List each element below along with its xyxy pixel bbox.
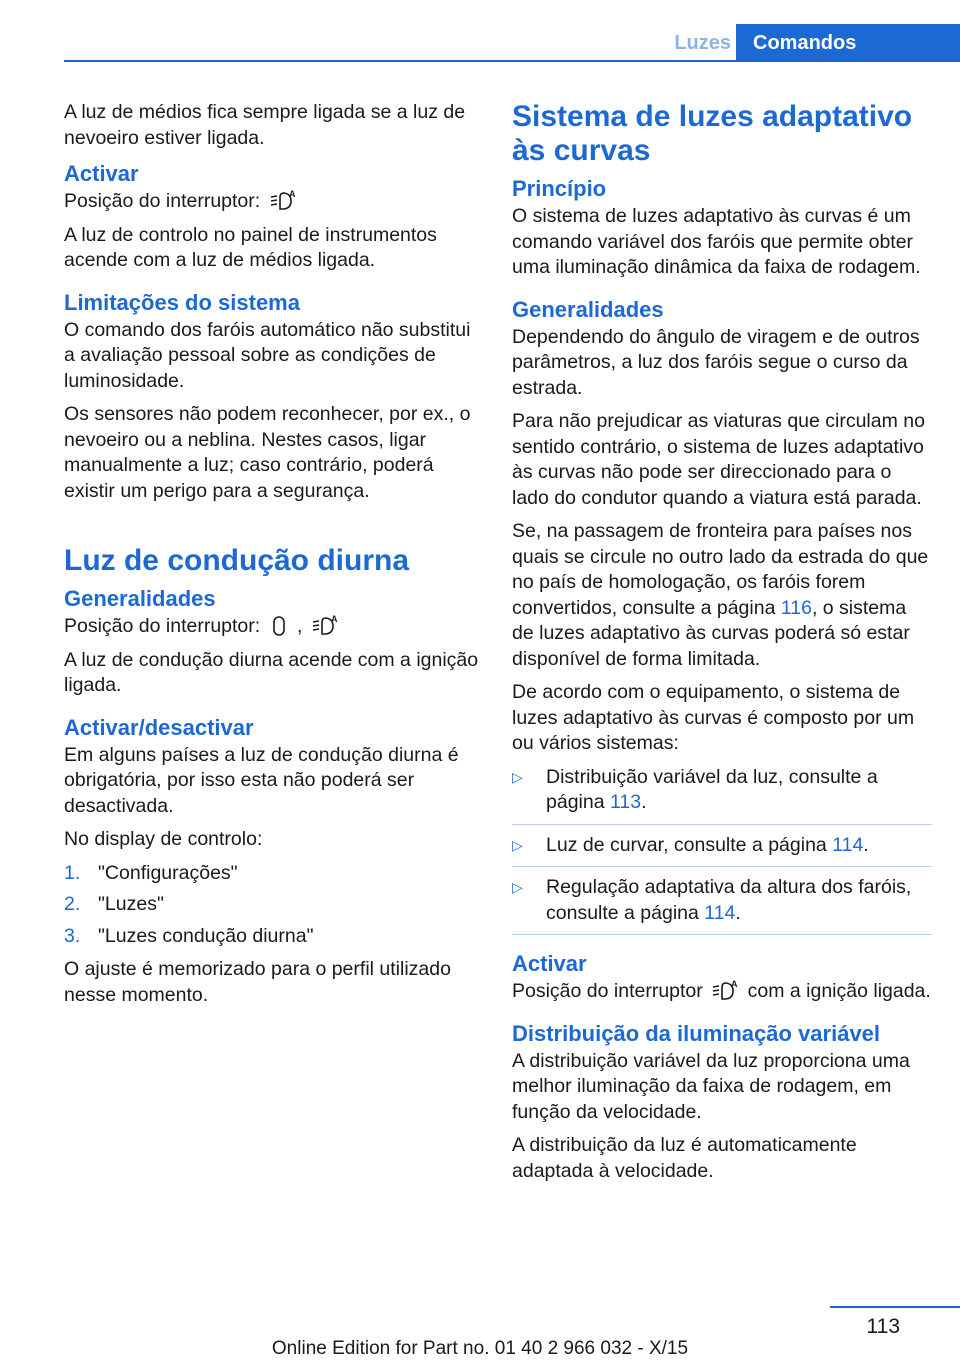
activar-paragraph: A luz de controlo no painel de instrumentos acende com a luz de médios ligada. bbox=[64, 223, 437, 271]
activar-heading-right: Activar bbox=[512, 951, 587, 976]
parking-light-icon bbox=[269, 614, 289, 638]
page-link-113[interactable]: 113 bbox=[609, 791, 642, 813]
activar-switch-position: Posição do interruptor: A bbox=[64, 189, 296, 212]
systems-list bbox=[512, 765, 932, 936]
footer-rule bbox=[830, 1306, 960, 1308]
svg-text:A: A bbox=[330, 614, 338, 624]
distribution-heading: Distribuição da iluminação variável bbox=[512, 1020, 881, 1046]
list-item: 1. "Configurações" bbox=[64, 861, 238, 884]
triangle-right-icon: ▷ bbox=[512, 768, 523, 785]
page-link-114[interactable]: 114 bbox=[832, 833, 864, 856]
auto-headlight-icon bbox=[711, 979, 739, 1003]
closing-paragraph: O ajuste é memorizado para o perfil utilizado nesse momento. bbox=[64, 958, 451, 1006]
list-item: 3. "Luzes condução diurna" bbox=[64, 924, 314, 947]
triangle-right-icon: ▷ bbox=[512, 836, 523, 853]
svg-text:A: A bbox=[288, 189, 296, 199]
page-link-114[interactable]: 114 bbox=[704, 901, 736, 924]
principio-heading: Princípio bbox=[512, 176, 607, 201]
limitations-heading: Limitações do sistema bbox=[64, 289, 300, 315]
edition-note: Online Edition for Part no. 01 40 2 966 032 - X/15 bbox=[271, 1338, 689, 1359]
generalidades-paragraph: A luz de condução diurna acende com a ignição ligada. bbox=[64, 648, 479, 696]
generalidades-switch-position: Posição do interruptor: , A bbox=[64, 614, 338, 637]
generalidades-paragraph-3: Se, na passagem de fronteira para países nos quais se circule no outro lado da estrada do que no país de homologação, os faróis forem convertidos, consulte a página 116, o sistema de luzes adaptativo às curvas poderá só estar disponível de forma limitada. bbox=[512, 520, 929, 670]
list-item: ▷ Distribuição variável da luz, consulte a página 113. bbox=[512, 765, 932, 825]
auto-headlight-icon bbox=[311, 614, 339, 638]
generalidades-paragraph-1: Dependendo do ângulo de viragem e de outros parâmetros, a luz dos faróis segue o curso da estrada. bbox=[512, 325, 920, 399]
page-link-116[interactable]: 116 bbox=[780, 596, 812, 619]
page-number: 113 bbox=[866, 1315, 900, 1338]
activar-heading: Activar bbox=[64, 161, 139, 186]
distribution-paragraph-2: A distribuição da luz é automaticamente adaptada à velocidade. bbox=[512, 1134, 857, 1182]
adaptive-light-title: Sistema de luzes adaptativo às curvas bbox=[512, 100, 913, 167]
generalidades-paragraph-4: De acordo com o equipamento, o sistema de luzes adaptativo às curvas é composto por um ou vários sistemas: bbox=[512, 681, 915, 754]
svg-text:A: A bbox=[731, 979, 738, 989]
auto-headlight-icon bbox=[269, 189, 297, 213]
intro-paragraph: A luz de médios fica sempre ligada se a luz de nevoeiro estiver ligada. bbox=[64, 101, 466, 149]
limitations-paragraph-1: O comando dos faróis automático não substitui a avaliação pessoal sobre as condições de luminosidade. bbox=[64, 318, 471, 392]
chapter-tab[interactable]: Comandos bbox=[736, 24, 960, 62]
list-item: ▷ Regulação adaptativa da altura dos faróis, consulte a página 114. bbox=[512, 875, 932, 935]
list-item: 2. "Luzes" bbox=[64, 893, 164, 915]
generalidades-heading: Generalidades bbox=[64, 586, 216, 611]
limitations-paragraph-2: Os sensores não podem reconhecer, por ex., o nevoeiro ou a neblina. Nestes casos, ligar manualmente a luz; caso contrário, poderá existir um perigo para a segurança. bbox=[64, 403, 471, 502]
activar-paragraph-right: Posição do interruptor A com a ignição ligada. bbox=[512, 979, 931, 1002]
activar-desactivar-heading: Activar/desactivar bbox=[64, 714, 254, 740]
left-column bbox=[64, 100, 480, 1016]
triangle-right-icon: ▷ bbox=[512, 879, 523, 895]
list-item: ▷ Luz de curvar, consulte a página 114. bbox=[512, 833, 932, 868]
activar-desactivar-paragraph-1: Em alguns países a luz de condução diurna é obrigatória, por isso esta não poderá ser desactivada. bbox=[64, 743, 459, 817]
principio-paragraph: O sistema de luzes adaptativo às curvas é um comando variável dos faróis que permite obter uma iluminação dinâmica da faixa de rodagem. bbox=[512, 205, 921, 278]
activar-desactivar-paragraph-2: No display de controlo: bbox=[64, 828, 263, 850]
generalidades-paragraph-2: Para não prejudicar as viaturas que circulam no sentido contrário, o sistema de luzes adaptativo às curvas não pode ser direccionado para o lado do condutor quando a viatura está parada. bbox=[512, 410, 925, 509]
distribution-paragraph-1: A distribuição variável da luz proporciona uma melhor iluminação da faixa de rodagem, em função da velocidade. bbox=[512, 1049, 910, 1123]
generalidades-heading-right: Generalidades bbox=[512, 296, 664, 322]
right-column bbox=[512, 100, 932, 1192]
daytime-light-title: Luz de condução diurna bbox=[64, 544, 410, 577]
settings-steps bbox=[64, 861, 480, 950]
section-tab[interactable]: Luzes bbox=[674, 32, 731, 54]
